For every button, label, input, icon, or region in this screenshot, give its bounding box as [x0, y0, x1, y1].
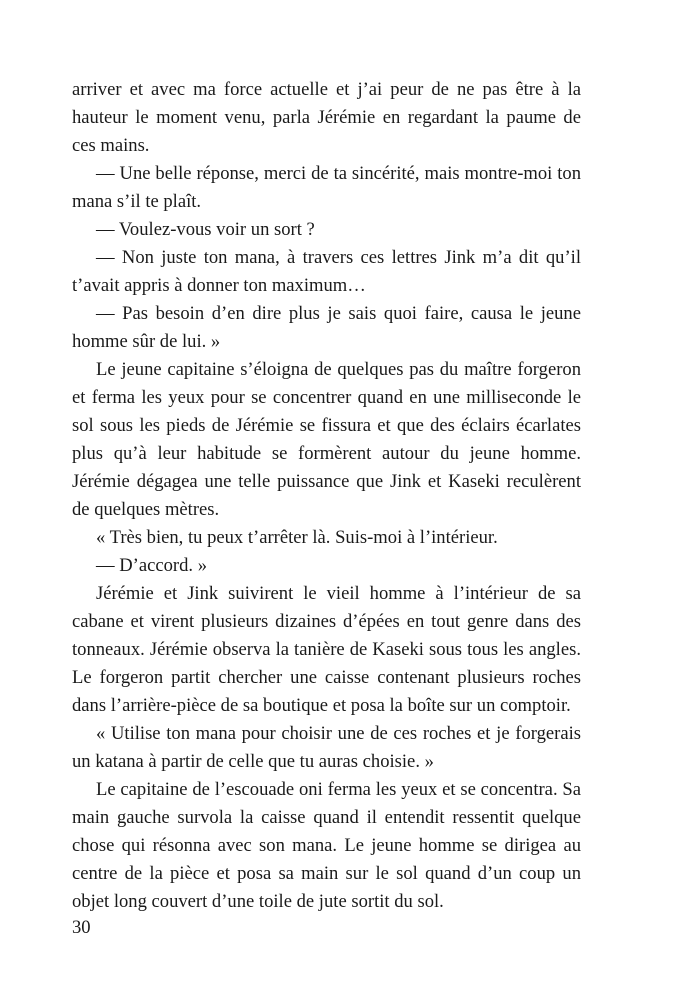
- paragraph-dialogue: « Très bien, tu peux t’arrêter là. Suis-moi à l’intérieur.: [96, 527, 498, 548]
- paragraph-narration: Le capitaine de l’escouade oni ferma les yeux et se concentra. Sa main gauche survola la caisse quand il entendit ressentit quelque chose qui résonna avec son mana. Le jeune homme se dirigea au centre de la pièce et posa sa main sur le sol quand d’un coup un objet long couvert d’une toile de jute sortit du sol.: [72, 779, 581, 912]
- paragraph-dialogue: — Pas besoin d’en dire plus je sais quoi faire, causa le jeune homme sûr de lui. »: [72, 303, 581, 352]
- paragraph-dialogue: — Voulez-vous voir un sort ?: [96, 219, 315, 240]
- paragraph-dialogue: — Une belle réponse, merci de ta sincérité, mais montre-moi ton mana s’il te plaît.: [72, 163, 581, 212]
- page-number: 30: [72, 917, 91, 938]
- paragraph-dialogue: « Utilise ton mana pour choisir une de ces roches et je forgerais un katana à partir de celle que tu auras choisie. »: [72, 723, 581, 772]
- paragraph-continuation: arriver et avec ma force actuelle et j’ai peur de ne pas être à la hauteur le moment venu, parla Jérémie en regardant la paume de ces mains.: [72, 79, 581, 156]
- paragraph-narration: Jérémie et Jink suivirent le vieil homme à l’intérieur de sa cabane et virent plusieurs dizaines d’épées en tout genre dans des tonneaux. Jérémie observa la tanière de Kaseki sous tous les angles. Le forgeron partit chercher une caisse contenant plusieurs roches dans l’arrière-pièce de sa boutique et posa la boîte sur un comptoir.: [72, 583, 581, 716]
- paragraph-dialogue: — Non juste ton mana, à travers ces lettres Jink m’a dit qu’il t’avait appris à donner ton maximum…: [72, 247, 581, 296]
- paragraph-narration: Le jeune capitaine s’éloigna de quelques pas du maître forgeron et ferma les yeux pour se concentrer quand en une milliseconde le sol sous les pieds de Jérémie se fissura et que des éclairs écarlates plus qu’à leur habitude se formèrent autour du jeune homme. Jérémie dégagea une telle puissance que Jink et Kaseki reculèrent de quelques mètres.: [72, 359, 581, 520]
- paragraph-dialogue: — D’accord. »: [96, 555, 207, 576]
- page-body-text: [72, 76, 581, 916]
